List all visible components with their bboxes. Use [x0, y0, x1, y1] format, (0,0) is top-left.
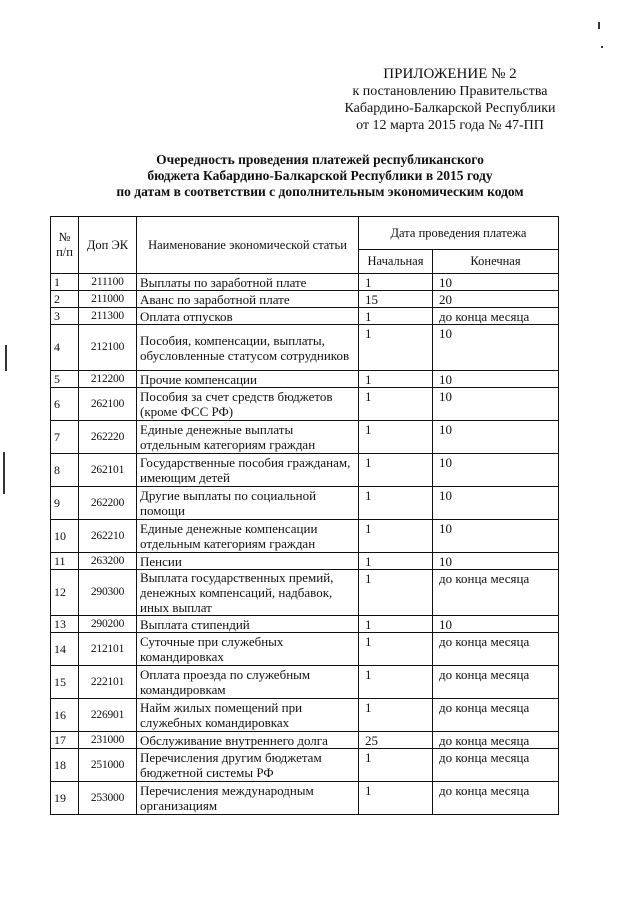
- row-ek: 231000: [79, 732, 137, 749]
- row-ek: 212101: [79, 633, 137, 666]
- row-ek: 212100: [79, 325, 137, 371]
- row-end-date: 10: [433, 325, 559, 371]
- appendix-title: ПРИЛОЖЕНИЕ № 2: [383, 66, 517, 82]
- row-num: 19: [51, 782, 79, 815]
- row-start-date: 1: [359, 633, 433, 666]
- row-start-date: 1: [359, 325, 433, 371]
- table-row: [51, 454, 559, 487]
- row-end-date: до конца месяца: [433, 732, 559, 749]
- row-name: Государственные пособия гражданам, имеющим детей: [137, 454, 359, 487]
- table-row: [51, 487, 559, 520]
- row-num: 13: [51, 616, 79, 633]
- table-row: [51, 421, 559, 454]
- table-row: [51, 553, 559, 570]
- row-start-date: 15: [359, 291, 433, 308]
- row-num: 18: [51, 749, 79, 782]
- row-end-date: 10: [433, 520, 559, 553]
- row-ek: 262101: [79, 454, 137, 487]
- row-name: Оплата проезда по служебным командировкам: [137, 666, 359, 699]
- row-start-date: 1: [359, 371, 433, 388]
- margin-mark: [601, 46, 603, 48]
- row-end-date: 10: [433, 553, 559, 570]
- row-name: Выплаты по заработной плате: [137, 274, 359, 291]
- table-row: [51, 633, 559, 666]
- table-row: [51, 388, 559, 421]
- row-ek: 211100: [79, 274, 137, 291]
- appendix-line-2: Кабардино-Балкарской Республики: [344, 101, 556, 116]
- row-num: 10: [51, 520, 79, 553]
- row-num: 14: [51, 633, 79, 666]
- row-end-date: 10: [433, 371, 559, 388]
- row-name: Прочие компенсации: [137, 371, 359, 388]
- row-start-date: 1: [359, 308, 433, 325]
- row-ek: 262220: [79, 421, 137, 454]
- table-row: [51, 308, 559, 325]
- document-title-line-3: по датам в соответствии с дополнительным экономическим кодом: [116, 184, 524, 199]
- row-num: 12: [51, 570, 79, 616]
- margin-mark: [5, 345, 7, 371]
- row-num: 1: [51, 274, 79, 291]
- row-end-date: 10: [433, 616, 559, 633]
- row-ek: 222101: [79, 666, 137, 699]
- row-start-date: 25: [359, 732, 433, 749]
- row-start-date: 1: [359, 274, 433, 291]
- table-row: [51, 732, 559, 749]
- row-num: 11: [51, 553, 79, 570]
- row-ek: 262210: [79, 520, 137, 553]
- row-end-date: до конца месяца: [433, 782, 559, 815]
- document-title-line-2: бюджета Кабардино-Балкарской Республики в 2015 году: [147, 168, 493, 183]
- row-start-date: 1: [359, 388, 433, 421]
- row-name: Единые денежные выплаты отдельным категориям граждан: [137, 421, 359, 454]
- table-body: [51, 274, 559, 815]
- row-num: 17: [51, 732, 79, 749]
- row-num: 6: [51, 388, 79, 421]
- table-row: [51, 520, 559, 553]
- appendix-block: [300, 66, 600, 134]
- row-start-date: 1: [359, 520, 433, 553]
- table-row: [51, 616, 559, 633]
- row-name: Оплата отпусков: [137, 308, 359, 325]
- row-start-date: 1: [359, 487, 433, 520]
- row-end-date: до конца месяца: [433, 633, 559, 666]
- row-ek: 253000: [79, 782, 137, 815]
- row-ek: 226901: [79, 699, 137, 732]
- row-name: Перечисления международным организациям: [137, 782, 359, 815]
- row-name: Пособия, компенсации, выплаты, обусловленные статусом сотрудников: [137, 325, 359, 371]
- row-name: Выплата стипендий: [137, 616, 359, 633]
- row-start-date: 1: [359, 782, 433, 815]
- row-ek: 251000: [79, 749, 137, 782]
- row-ek: 212200: [79, 371, 137, 388]
- table-row: [51, 570, 559, 616]
- row-name: Найм жилых помещений при служебных командировках: [137, 699, 359, 732]
- table-row: [51, 325, 559, 371]
- row-ek: 290300: [79, 570, 137, 616]
- row-end-date: до конца месяца: [433, 749, 559, 782]
- header-date: Дата проведения платежа: [359, 217, 559, 250]
- row-start-date: 1: [359, 699, 433, 732]
- table-row: [51, 699, 559, 732]
- table-row: [51, 749, 559, 782]
- header-start: Начальная: [359, 250, 433, 274]
- row-end-date: 10: [433, 487, 559, 520]
- row-ek: 211000: [79, 291, 137, 308]
- row-end-date: 10: [433, 421, 559, 454]
- row-name: Суточные при служебных командировках: [137, 633, 359, 666]
- appendix-line-1: к постановлению Правительства: [352, 84, 548, 99]
- header-ek: Доп ЭК: [79, 217, 137, 274]
- row-num: 15: [51, 666, 79, 699]
- row-name: Выплата государственных премий, денежных компенсаций, надбавок, иных выплат: [137, 570, 359, 616]
- row-start-date: 1: [359, 616, 433, 633]
- row-ek: 211300: [79, 308, 137, 325]
- row-num: 9: [51, 487, 79, 520]
- row-ek: 290200: [79, 616, 137, 633]
- row-num: 16: [51, 699, 79, 732]
- row-num: 7: [51, 421, 79, 454]
- row-name: Аванс по заработной плате: [137, 291, 359, 308]
- table-row: [51, 291, 559, 308]
- row-end-date: до конца месяца: [433, 666, 559, 699]
- row-start-date: 1: [359, 666, 433, 699]
- row-start-date: 1: [359, 454, 433, 487]
- row-end-date: до конца месяца: [433, 699, 559, 732]
- header-num: № п/п: [51, 217, 79, 274]
- row-start-date: 1: [359, 421, 433, 454]
- row-start-date: 1: [359, 570, 433, 616]
- row-num: 2: [51, 291, 79, 308]
- document-title: [60, 152, 580, 200]
- margin-mark: [3, 452, 5, 494]
- row-name: Другие выплаты по социальной помощи: [137, 487, 359, 520]
- table-header: [51, 217, 559, 274]
- header-end: Конечная: [433, 250, 559, 274]
- row-num: 3: [51, 308, 79, 325]
- row-num: 8: [51, 454, 79, 487]
- row-name: Единые денежные компенсации отдельным категориям граждан: [137, 520, 359, 553]
- row-ek: 262200: [79, 487, 137, 520]
- row-end-date: 10: [433, 274, 559, 291]
- row-start-date: 1: [359, 749, 433, 782]
- appendix-line-3: от 12 марта 2015 года № 47-ПП: [356, 118, 544, 133]
- table-row: [51, 666, 559, 699]
- row-name: Пособия за счет средств бюджетов (кроме ФСС РФ): [137, 388, 359, 421]
- row-num: 4: [51, 325, 79, 371]
- row-start-date: 1: [359, 553, 433, 570]
- row-name: Пенсии: [137, 553, 359, 570]
- row-end-date: до конца месяца: [433, 570, 559, 616]
- row-num: 5: [51, 371, 79, 388]
- payment-schedule-table: [50, 216, 559, 815]
- table-row: [51, 274, 559, 291]
- row-name: Обслуживание внутреннего долга: [137, 732, 359, 749]
- row-end-date: 20: [433, 291, 559, 308]
- row-end-date: до конца месяца: [433, 308, 559, 325]
- row-end-date: 10: [433, 388, 559, 421]
- row-end-date: 10: [433, 454, 559, 487]
- table-row: [51, 371, 559, 388]
- row-ek: 262100: [79, 388, 137, 421]
- row-ek: 263200: [79, 553, 137, 570]
- document-title-line-1: Очередность проведения платежей республиканского: [156, 152, 484, 167]
- header-name: Наименование экономической статьи: [137, 217, 359, 274]
- row-name: Перечисления другим бюджетам бюджетной системы РФ: [137, 749, 359, 782]
- margin-mark: [598, 22, 600, 29]
- table-row: [51, 782, 559, 815]
